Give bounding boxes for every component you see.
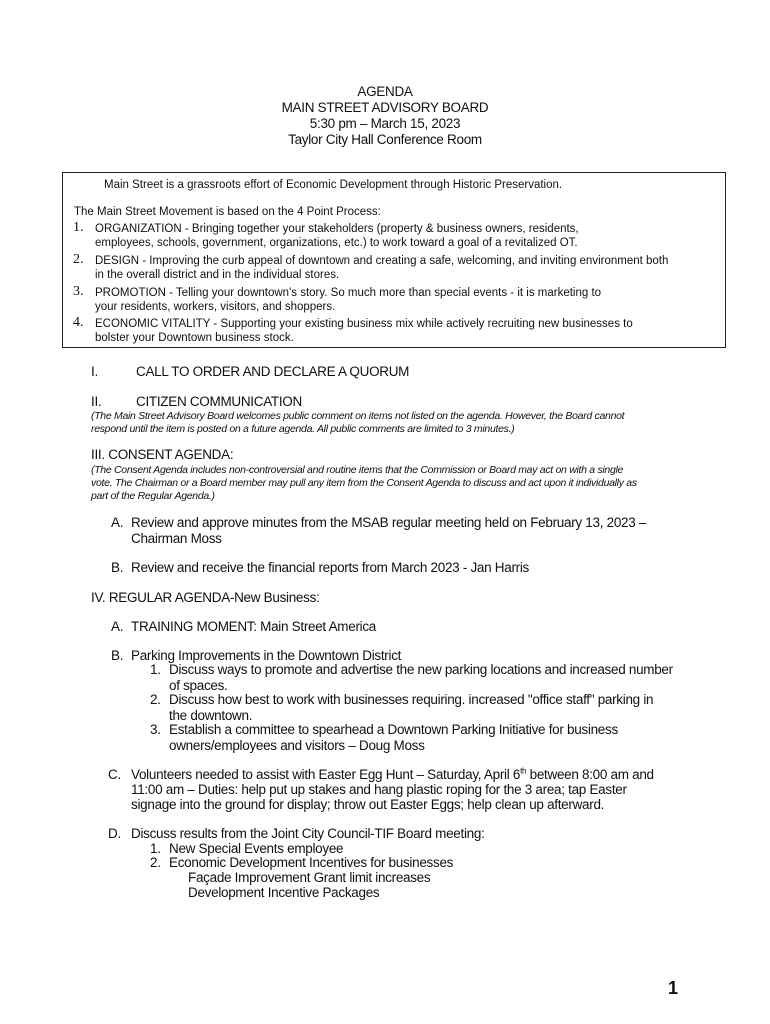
regular-item-c: signage into the ground for display; throw out Easter Eggs; help clean up afterward. bbox=[131, 797, 605, 812]
consent-note: (The Consent Agenda includes non-controversial and routine items that the Commission or Board may act on with a single bbox=[91, 464, 624, 476]
agenda-title: AGENDA bbox=[357, 84, 413, 99]
citizen-note: respond until the item is posted on a future agenda. All public comments are limited to 3 minutes.) bbox=[91, 423, 515, 435]
subitem-number: 2. bbox=[150, 855, 161, 870]
item-label: B. bbox=[111, 648, 124, 663]
consent-item-b: Review and receive the financial reports from March 2023 - Jan Harris bbox=[131, 560, 529, 575]
consent-note: vote. The Chairman or a Board member may pull any item from the Consent Agenda to discuss and act upon it individually as bbox=[91, 477, 637, 489]
item-label: B. bbox=[111, 560, 124, 575]
point-line: ECONOMIC VITALITY - Supporting your existing business mix while actively recruiting new businesses to bbox=[95, 318, 633, 330]
point-number: 4. bbox=[73, 315, 84, 330]
regular-item-d: Discuss results from the Joint City Council-TIF Board meeting: bbox=[131, 826, 485, 841]
subitem-text: owners/employees and visitors – Doug Moss bbox=[169, 738, 425, 753]
mission-intro: Main Street is a grassroots effort of Economic Development through Historic Preservation. bbox=[104, 179, 563, 191]
page-number: 1 bbox=[667, 978, 678, 998]
subitem-text: the downtown. bbox=[169, 708, 253, 723]
subitem-number: 1. bbox=[150, 662, 161, 677]
citizen-note: (The Main Street Advisory Board welcomes public comment on items not listed on the agenda. However, the Board cannot bbox=[91, 410, 625, 422]
point-line: DESIGN - Improving the curb appeal of downtown and creating a safe, welcoming, and inviting environment both bbox=[95, 255, 669, 267]
section-3-title: III. CONSENT AGENDA: bbox=[91, 447, 234, 462]
subitem-detail: Development Incentive Packages bbox=[188, 885, 380, 900]
point-number: 1. bbox=[73, 220, 84, 235]
subitem-text: Discuss ways to promote and advertise the new parking locations and increased number bbox=[169, 662, 673, 677]
four-point-lead: The Main Street Movement is based on the 4 Point Process: bbox=[74, 206, 381, 218]
section-1-title: CALL TO ORDER AND DECLARE A QUORUM bbox=[136, 364, 410, 379]
subitem-detail: Façade Improvement Grant limit increases bbox=[188, 870, 431, 885]
point-number: 3. bbox=[73, 284, 84, 299]
regular-item-b: Parking Improvements in the Downtown District bbox=[131, 648, 402, 663]
subitem-number: 2. bbox=[150, 692, 161, 707]
point-line: in the overall district and in the individual stores. bbox=[95, 269, 340, 281]
regular-item-a: TRAINING MOMENT: Main Street America bbox=[131, 619, 376, 634]
item-label: A. bbox=[111, 515, 124, 530]
item-label: A. bbox=[111, 619, 124, 634]
consent-note: part of the Regular Agenda.) bbox=[91, 490, 215, 502]
point-line: ORGANIZATION - Bringing together your stakeholders (property & business owners, residents, bbox=[95, 223, 579, 235]
section-4-title: IV. REGULAR AGENDA-New Business: bbox=[91, 590, 320, 605]
meeting-time: 5:30 pm – March 15, 2023 bbox=[309, 116, 461, 131]
point-line: your residents, workers, visitors, and shoppers. bbox=[95, 301, 336, 313]
subitem-number: 1. bbox=[150, 841, 161, 856]
subitem-text: of spaces. bbox=[169, 678, 228, 693]
meeting-location: Taylor City Hall Conference Room bbox=[288, 132, 482, 147]
section-1-number: I. bbox=[91, 364, 98, 379]
consent-item-a: Review and approve minutes from the MSAB regular meeting held on February 13, 2023 – bbox=[131, 515, 647, 530]
point-line: employees, schools, government, organizations, etc.) to work toward a goal of a revitalized OT. bbox=[95, 237, 578, 249]
subitem-text: Establish a committee to spearhead a Downtown Parking Initiative for business bbox=[169, 722, 618, 737]
subitem-text: Economic Development Incentives for businesses bbox=[169, 855, 454, 870]
point-line: bolster your Downtown business stock. bbox=[95, 332, 294, 344]
board-name: MAIN STREET ADVISORY BOARD bbox=[281, 100, 489, 115]
item-label: D. bbox=[108, 826, 121, 841]
regular-item-c: 11:00 am – Duties: help put up stakes and hang plastic roping for the 3 area; tap Easter bbox=[131, 782, 627, 797]
consent-item-a: Chairman Moss bbox=[131, 531, 222, 546]
section-2-title: CITIZEN COMMUNICATION bbox=[136, 394, 302, 409]
regular-item-c: Volunteers needed to assist with Easter Egg Hunt – Saturday, April 6th between 8:00 am and bbox=[131, 766, 654, 782]
subitem-number: 3. bbox=[150, 722, 161, 737]
section-2-number: II. bbox=[91, 394, 102, 409]
subitem-text: Discuss how best to work with businesses requiring. increased "office staff" parking in bbox=[169, 692, 654, 707]
point-number: 2. bbox=[73, 252, 84, 267]
point-line: PROMOTION - Telling your downtown's story. So much more than special events - it is marketing to bbox=[95, 287, 602, 299]
item-label: C. bbox=[108, 767, 121, 782]
subitem-text: New Special Events employee bbox=[169, 841, 344, 856]
